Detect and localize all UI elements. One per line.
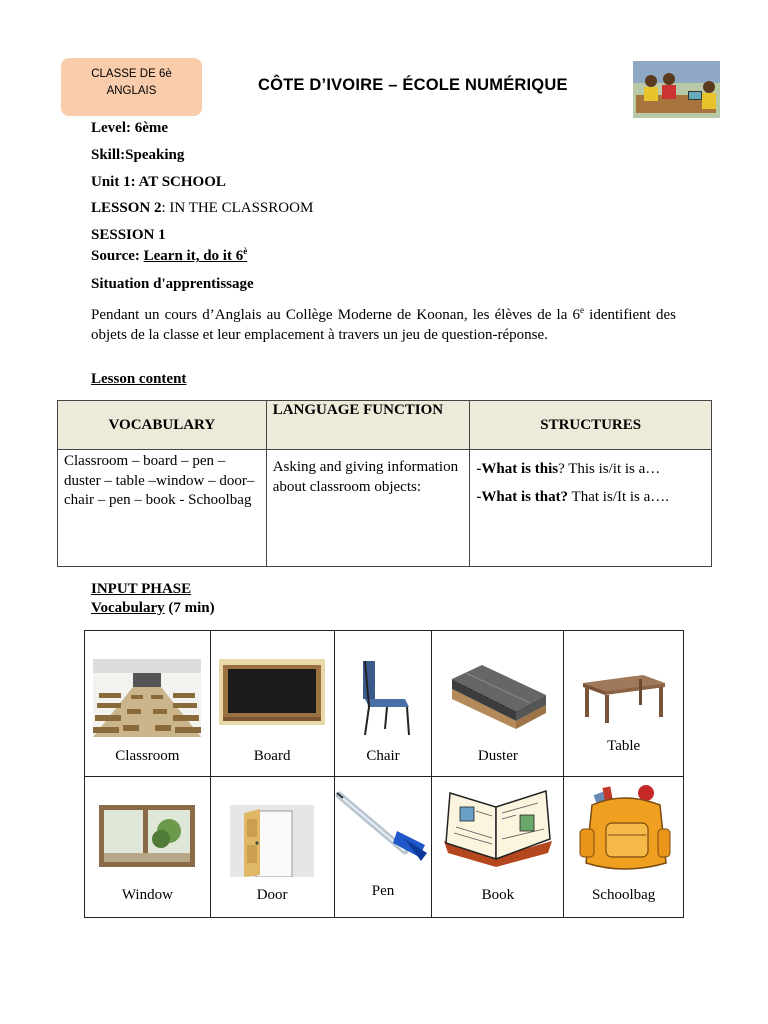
door-picture [230,805,314,877]
vocab-label-board: Board [253,748,291,764]
vocabulary-time: (7 min) [164,600,215,616]
badge-class-label: CLASSE DE 6è [91,68,172,80]
vocabulary-label: Vocabulary [91,600,165,616]
vocabulary-cell: Classroom – board – pen – duster – table –window – door– chair – pen – book - Schoolbag [58,450,267,567]
vocab-cell-door [210,777,334,918]
vocab-cell-classroom [85,631,211,777]
table-picture [581,673,667,723]
source-label: Source: [91,248,144,264]
vocab-cell-board [210,631,334,777]
language-function-column-header: LANGUAGE FUNCTION [266,401,470,450]
window-picture [99,805,195,867]
vocab-cell-chair [334,631,432,777]
page-title: CÔTE D’IVOIRE – ÉCOLE NUMÉRIQUE [258,76,568,94]
vocab-cell-pen [334,777,432,918]
vocabulary-time-line [91,600,215,617]
vocab-cell-book [432,777,564,918]
class-badge [61,58,202,116]
lesson-line [91,200,313,217]
vocab-label-table: Table [607,738,641,754]
duster-picture [446,659,550,735]
vocab-cell-duster [432,631,564,777]
lesson-content-table [57,400,712,567]
vocab-label-book: Book [481,887,515,903]
classroom-picture [93,659,201,737]
vocab-label-duster: Duster [477,748,518,764]
unit-line: Unit 1: AT SCHOOL [91,174,226,190]
structure-item: -What is that? That is/It is a…. [476,489,670,505]
vocabulary-picture-table [84,630,684,918]
badge-subject-label: ANGLAIS [106,85,157,97]
pen-picture [335,791,431,867]
book-picture [440,783,556,869]
vocab-label-schoolbag: Schoolbag [591,887,656,903]
vocab-cell-window [85,777,211,918]
vocab-label-door: Door [256,887,288,903]
schoolbag-picture [574,783,674,875]
situation-text: Pendant un cours d’Anglais au Collège Moderne de Koonan, les élèves de la 6e identifient des objets de la classe et leur emplacement à travers un jeu de question-réponse. [91,305,676,343]
input-phase-heading: INPUT PHASE [91,581,192,597]
skill-line: Skill:Speaking [91,147,185,163]
language-function-cell: Asking and giving information about classroom objects: [266,450,470,567]
vocab-label-chair: Chair [366,748,400,764]
structure-item: -What is this? This is/it is a… [476,461,661,477]
vocab-label-window: Window [121,887,173,903]
vocab-label-pen: Pen [371,883,395,899]
vocab-cell-schoolbag [564,777,684,918]
lesson-content-heading: Lesson content [91,371,187,387]
structures-column-header: STRUCTURES [470,401,712,450]
source-line [91,246,247,265]
lesson-title: : IN THE CLASSROOM [161,200,314,216]
vocabulary-column-header: VOCABULARY [58,401,267,450]
source-title: Learn it, do it $6^è$ [143,246,248,264]
vocab-label-classroom: Classroom [115,748,180,764]
level-line: Level: 6ème [91,120,169,136]
situation-heading: Situation d'apprentissage [91,276,254,292]
students-illustration [633,61,720,118]
chair-picture [351,657,415,737]
structures-cell [470,450,712,567]
lesson-label: LESSON 2 [91,200,162,216]
session-line: SESSION 1 [91,227,166,243]
board-picture [219,659,325,725]
vocab-cell-table [564,631,684,777]
